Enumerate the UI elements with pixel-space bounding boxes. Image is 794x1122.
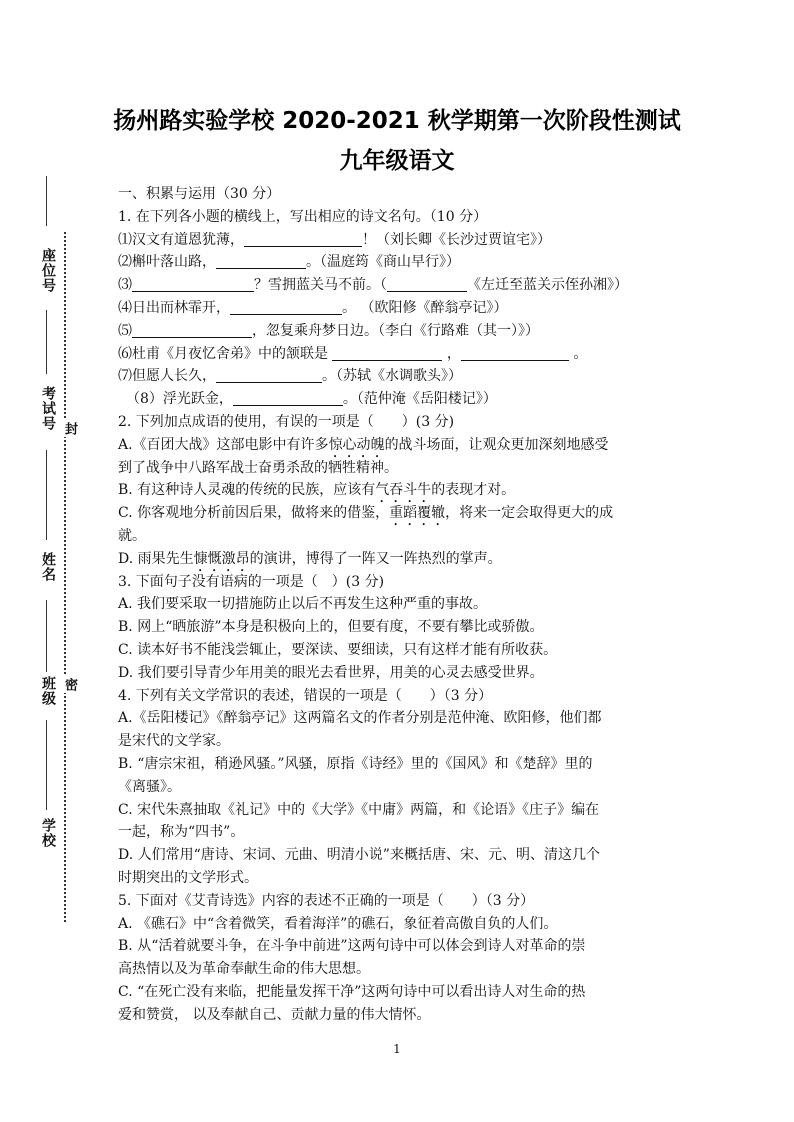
q3-option-b[interactable]: B. 网上“晒旅游”本身是积极向上的，但要有度，不要有攀比或骄傲。 [118, 619, 544, 636]
q4-option-b-cont: 《离骚》。 [118, 778, 181, 795]
school-label: 学校 [40, 818, 56, 848]
exam-no-label: 考试号 [40, 386, 56, 431]
q3-stem: 3. 下面句子没有语病的一项是（ ）(3 分) [118, 573, 385, 590]
q2-option-c[interactable]: C. 你客观地分析前因后果，做将来的借鉴，重蹈覆辙，将来一定会取得更大的成 [118, 505, 614, 522]
q4-option-d-cont: 时期突出的文学形式。 [118, 869, 258, 886]
q5-option-c[interactable]: C. “在死亡没有来临，把能量发挥干净”这两句诗中可以看出诗人对生命的热 [118, 983, 586, 1000]
name-label: 姓名 [40, 552, 56, 582]
emphasis-idiom: 惊心动魄 [328, 436, 385, 453]
answer-blank[interactable] [332, 346, 442, 361]
q2-stem: 2. 下列加点成语的使用，有误的一项是（ ）(3 分) [118, 413, 455, 430]
seat-label: 座位号 [40, 248, 56, 293]
answer-blank[interactable] [132, 323, 252, 338]
q4-option-c[interactable]: C. 宋代朱熹抽取《礼记》中的《大学》《中庸》两篇，和《论语》《庄子》编在 [118, 801, 600, 818]
emphasis-idiom: 慷慨激昂 [193, 550, 250, 567]
emphasis-idiom: 气吞斗牛 [375, 482, 432, 499]
answer-blank[interactable] [244, 232, 362, 247]
answer-blank[interactable] [132, 277, 254, 292]
emphasis-idiom: 重蹈覆辙 [389, 505, 446, 522]
q3-option-c[interactable]: C. 读本好书不能浅尝辄止，要深读、要细读，只有这样才能有所收获。 [118, 641, 558, 658]
q2-option-a-cont: 到了战争中八路军战士奋勇杀敌的牺牲精神。 [118, 459, 398, 476]
q1-item-6: ⑹杜甫《月夜忆舍弟》中的颔联是 ， 。 [118, 345, 588, 362]
q5-option-b[interactable]: B. 从“活着就要斗争，在斗争中前进”这两句诗中可以体会到诗人对革命的崇 [118, 938, 586, 955]
q5-option-c-cont: 爱和赞赏， 以及奉献自己、贡献力量的伟大情怀。 [118, 1006, 431, 1023]
q1-item-2: ⑵槲叶落山路， 。（温庭筠《商山早行》） [118, 254, 460, 271]
q4-option-b[interactable]: B. “唐宗宋祖，稍逊风骚。”风骚，原指《诗经》里的《国风》和《楚辞》里的 [118, 755, 593, 772]
q1-item-5: ⑸ ，忽复乘舟梦日边。（李白《行路难（其一）》） [118, 322, 539, 339]
q4-option-d[interactable]: D. 人们常用“唐诗、宋词、元曲、明清小说”来概括唐、宋、元、明、清这几个 [118, 847, 600, 864]
q5-option-b-cont: 高热情以及为革命奉献生命的伟大思想。 [118, 961, 370, 978]
seal-feng: 封 [62, 422, 77, 435]
seal-mi: 密 [62, 678, 77, 691]
exam-content [118, 183, 678, 1026]
q2-option-c-cont: 就。 [118, 527, 146, 544]
exam-title: 扬州路实验学校 2020-2021 秋学期第一次阶段性测试 [113, 108, 681, 134]
page-number: 1 [393, 1042, 401, 1056]
q1-item-8: （8）浮光跃金， 。（范仲淹《岳阳楼记》） [126, 391, 497, 408]
q4-stem: 4. 下列有关文学常识的表述，错误的一项是（ ）（3 分） [118, 687, 493, 704]
q4-option-c-cont: 一起，称为“四书”。 [118, 824, 245, 841]
answer-blank[interactable] [233, 391, 343, 406]
seat-underline [46, 176, 47, 226]
q5-stem: 5. 下面对《艾青诗选》内容的表述不正确的一项是（ ）（3 分） [118, 892, 535, 909]
q2-option-b[interactable]: B. 有这种诗人灵魂的传统的民族，应该有气吞斗牛的表现才对。 [118, 482, 516, 499]
school-underline [46, 720, 47, 810]
q4-option-a-cont: 是宋代的文学家。 [118, 733, 230, 750]
answer-blank[interactable] [230, 300, 342, 315]
exam-no-underline [46, 310, 47, 374]
q1-item-4: ⑷日出而林霏开， 。 （欧阳修《醉翁亭记》） [118, 299, 508, 316]
name-underline [46, 450, 47, 540]
subject-title: 九年级语文 [339, 148, 455, 174]
q2-option-a[interactable]: A.《百团大战》这部电影中有许多惊心动魄的战斗场面，让观众更加深刻地感受 [118, 436, 609, 453]
binding-dotted-line [64, 232, 66, 922]
section-heading: 一、积累与运用（30 分） [118, 186, 281, 202]
q2-option-d[interactable]: D. 雨果先生慷慨激昂的演讲，博得了一阵又一阵热烈的掌声。 [118, 550, 502, 567]
answer-blank[interactable] [216, 368, 322, 383]
q1-item-1: ⑴汉文有道恩犹薄， ！（刘长卿《长沙过贾谊宅》） [118, 231, 551, 248]
q3-option-d[interactable]: D. 我们要引导青少年用美的眼光去看世界，用美的心灵去感受世界。 [118, 664, 544, 681]
q1-stem: 1. 在下列各小题的横线上，写出相应的诗文名句。（10 分） [118, 208, 488, 225]
q1-item-3: ⑶ ？雪拥蓝关马不前。（ 《左迁至蓝关示侄孙湘》） [118, 277, 628, 294]
q3-option-a[interactable]: A. 我们要采取一切措施防止以后不再发生这种严重的事故。 [118, 596, 488, 613]
q1-item-7: ⑺但愿人长久， 。（苏轼《水调歌头》） [118, 368, 462, 385]
class-label: 班级 [40, 676, 56, 706]
answer-blank[interactable] [461, 346, 569, 361]
q5-option-a[interactable]: A. 《礁石》中“含着微笑，看着海洋”的礁石，象征着高傲自负的人们。 [118, 915, 558, 932]
q4-option-a[interactable]: A.《岳阳楼记》《醉翁亭记》这两篇名文的作者分别是范仲淹、欧阳修，他们都 [118, 710, 602, 727]
answer-blank[interactable] [387, 277, 467, 292]
answer-blank[interactable] [216, 254, 306, 269]
class-underline [46, 600, 47, 672]
